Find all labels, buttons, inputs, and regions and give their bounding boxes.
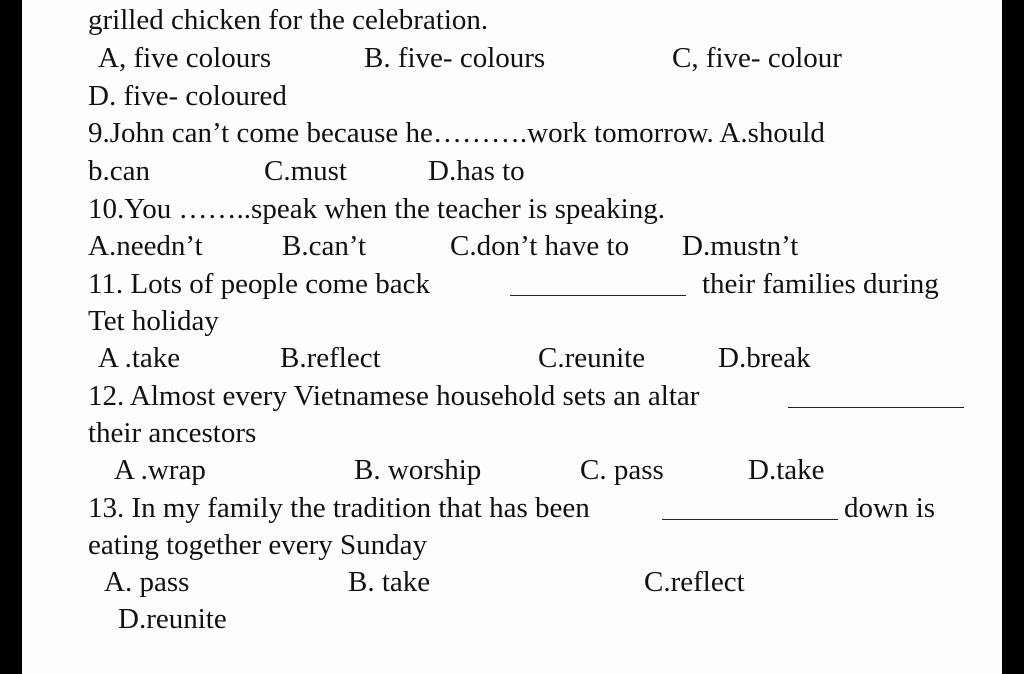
q8-option-a[interactable]: A, five colours (98, 42, 272, 74)
q13-stem-cont-text: eating together every Sunday (88, 529, 428, 561)
q12-option-a[interactable]: A .wrap (114, 454, 206, 486)
q11-options-row (88, 339, 988, 377)
q8-option-c[interactable]: C, five- colour (672, 42, 842, 74)
q10-option-d[interactable]: D.mustn’t (682, 230, 799, 262)
q12-stem-before: 12. Almost every Vietnamese household sets an altar (88, 380, 700, 412)
q11-stem-cont-text: Tet holiday (88, 305, 219, 337)
q11-option-d[interactable]: D.break (718, 342, 811, 374)
q8-options-row (88, 39, 988, 77)
q13-option-d[interactable]: D.reunite (118, 603, 227, 635)
q9-option-c[interactable]: C.must (264, 155, 347, 187)
q9-options-row (88, 152, 988, 190)
q13-option-c[interactable]: C.reflect (644, 566, 745, 598)
q12-stem-continued (88, 414, 988, 452)
q8-options-row-2 (88, 77, 988, 115)
q11-option-b[interactable]: B.reflect (280, 342, 381, 374)
q12-answer-blank[interactable] (788, 377, 964, 408)
q12-option-b[interactable]: B. worship (354, 454, 482, 486)
worksheet-page (22, 0, 1002, 674)
q12-option-c[interactable]: C. pass (580, 454, 664, 486)
q12-option-d[interactable]: D.take (748, 454, 825, 486)
q8-stem-text: grilled chicken for the celebration. (88, 4, 489, 36)
q13-stem-after: down is (844, 492, 936, 524)
q11-answer-blank[interactable] (510, 265, 686, 296)
q11-stem (88, 265, 988, 303)
q11-stem-after: their families during (702, 268, 939, 300)
q10-stem-text: 10.You ……..speak when the teacher is speaking. (88, 193, 665, 225)
q8-option-d[interactable]: D. five- coloured (88, 80, 287, 112)
q12-stem (88, 377, 988, 415)
q10-stem (88, 190, 988, 228)
q8-option-b[interactable]: B. five- colours (364, 42, 546, 74)
q13-stem-continued (88, 526, 988, 564)
q9-stem (88, 114, 988, 152)
q11-stem-before: 11. Lots of people come back (88, 268, 430, 300)
q13-option-a[interactable]: A. pass (104, 566, 190, 598)
q13-options-row-2 (88, 600, 988, 638)
q13-options-row (88, 563, 988, 601)
q13-stem-before: 13. In my family the tradition that has been (88, 492, 590, 524)
q10-option-c[interactable]: C.don’t have to (450, 230, 630, 262)
q13-answer-blank[interactable] (662, 489, 838, 520)
q8-stem (88, 1, 988, 39)
q9-option-d[interactable]: D.has to (428, 155, 525, 187)
q11-option-a[interactable]: A .take (98, 342, 181, 374)
q12-options-row (88, 451, 988, 489)
q10-option-b[interactable]: B.can’t (282, 230, 367, 262)
q11-option-c[interactable]: C.reunite (538, 342, 646, 374)
q11-stem-continued (88, 302, 988, 340)
q13-option-b[interactable]: B. take (348, 566, 431, 598)
q9-stem-text: 9.John can’t come because he……….work tomorrow. A.should (88, 117, 825, 149)
q12-stem-cont-text: their ancestors (88, 417, 257, 449)
q10-options-row (88, 227, 988, 265)
q13-stem (88, 489, 988, 527)
q10-option-a[interactable]: A.needn’t (88, 230, 203, 262)
q9-option-b[interactable]: b.can (88, 155, 150, 187)
